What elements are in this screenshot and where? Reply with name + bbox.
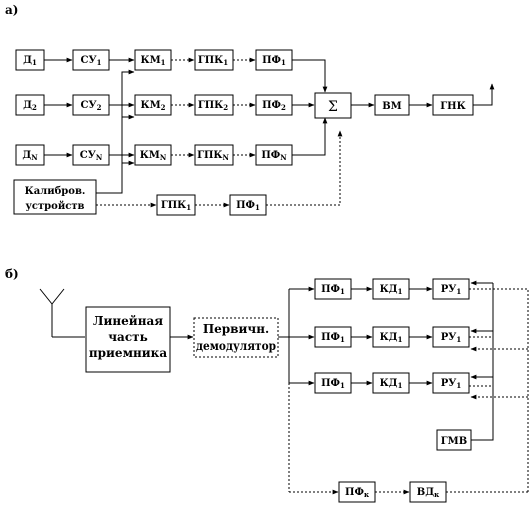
row-2: [16, 95, 314, 115]
calpf-to-sum: [266, 131, 340, 205]
decision-3-label: $РУ_1$: [440, 378, 462, 390]
control-detector-label: $ВД_к$: [416, 487, 440, 499]
summator-label: Σ: [328, 99, 338, 115]
decision-1-label: $РУ_1$: [440, 284, 462, 296]
part-a-label: а): [5, 3, 19, 17]
arrow-pfn-sum: [292, 118, 325, 155]
decision-2-label: $РУ_1$: [440, 332, 462, 344]
channel-row-2: [289, 327, 469, 347]
channel-row-3: [289, 373, 469, 393]
filter-1-label: $ПФ_1$: [262, 55, 286, 67]
channel-detector-3-label: $КД_1$: [379, 378, 403, 390]
filter-2-label: $ПФ_2$: [262, 100, 286, 112]
gnk-label: ГНК: [440, 101, 466, 112]
arrow-pf1-sum: [292, 60, 325, 92]
receiver-label-line1: Линейная: [92, 314, 164, 328]
channel-filter-2-label: $ПФ_1$: [321, 332, 345, 344]
calibration-label-line2: устройств: [25, 201, 85, 212]
demodulator-label-line1: Первичн.: [202, 322, 270, 336]
output-antenna-arrow: [473, 84, 492, 105]
modulator-2-label: $КМ_2$: [140, 100, 166, 112]
row-1: [16, 50, 325, 92]
generator-1-label: $ГПК_1$: [197, 55, 229, 67]
channel-filter-1-label: $ПФ_1$: [321, 284, 345, 296]
modulator-1-label: $КМ_1$: [140, 55, 166, 67]
modulator-n-label: $КМ_N$: [139, 150, 167, 162]
control-filter-label: $ПФ_к$: [345, 487, 369, 499]
matching-2-label: $СУ_2$: [80, 100, 102, 112]
gmv-label: ГМВ: [440, 436, 468, 447]
channel-row-1: [289, 279, 469, 299]
antenna-icon: [40, 289, 64, 337]
vm-label: ВМ: [382, 101, 402, 112]
receiver-label-line3: приемника: [88, 346, 168, 360]
cal-generator-label: $ГПК_1$: [160, 200, 192, 212]
sensor-1-label: $Д_1$: [23, 55, 37, 67]
row-n: [16, 118, 325, 165]
cal-filter-label: $ПФ_1$: [236, 200, 260, 212]
channel-detector-2-label: $КД_1$: [379, 332, 403, 344]
gmv-timing-line: [471, 283, 493, 440]
channel-detector-1-label: $КД_1$: [379, 284, 403, 296]
sensor-2-label: $Д_2$: [23, 100, 37, 112]
generator-2-label: $ГПК_2$: [197, 100, 229, 112]
channel-filter-3-label: $ПФ_1$: [321, 378, 345, 390]
demodulator-label-line2: демодулятор: [196, 339, 276, 353]
matching-n-label: $СУ_N$: [79, 150, 103, 162]
filter-n-label: $ПФ_N$: [261, 150, 287, 162]
part-b-label: б): [5, 267, 19, 281]
sensor-n-label: $Д_N$: [22, 150, 38, 162]
calibration-label-line1: Калибров.: [24, 186, 86, 197]
generator-n-label: $ГПК_N$: [197, 150, 229, 162]
dashed-ru1-out: [469, 289, 528, 492]
receiver-label-line2: часть: [108, 330, 148, 344]
matching-1-label: $СУ_1$: [80, 55, 102, 67]
calib-to-km1: [96, 72, 134, 193]
